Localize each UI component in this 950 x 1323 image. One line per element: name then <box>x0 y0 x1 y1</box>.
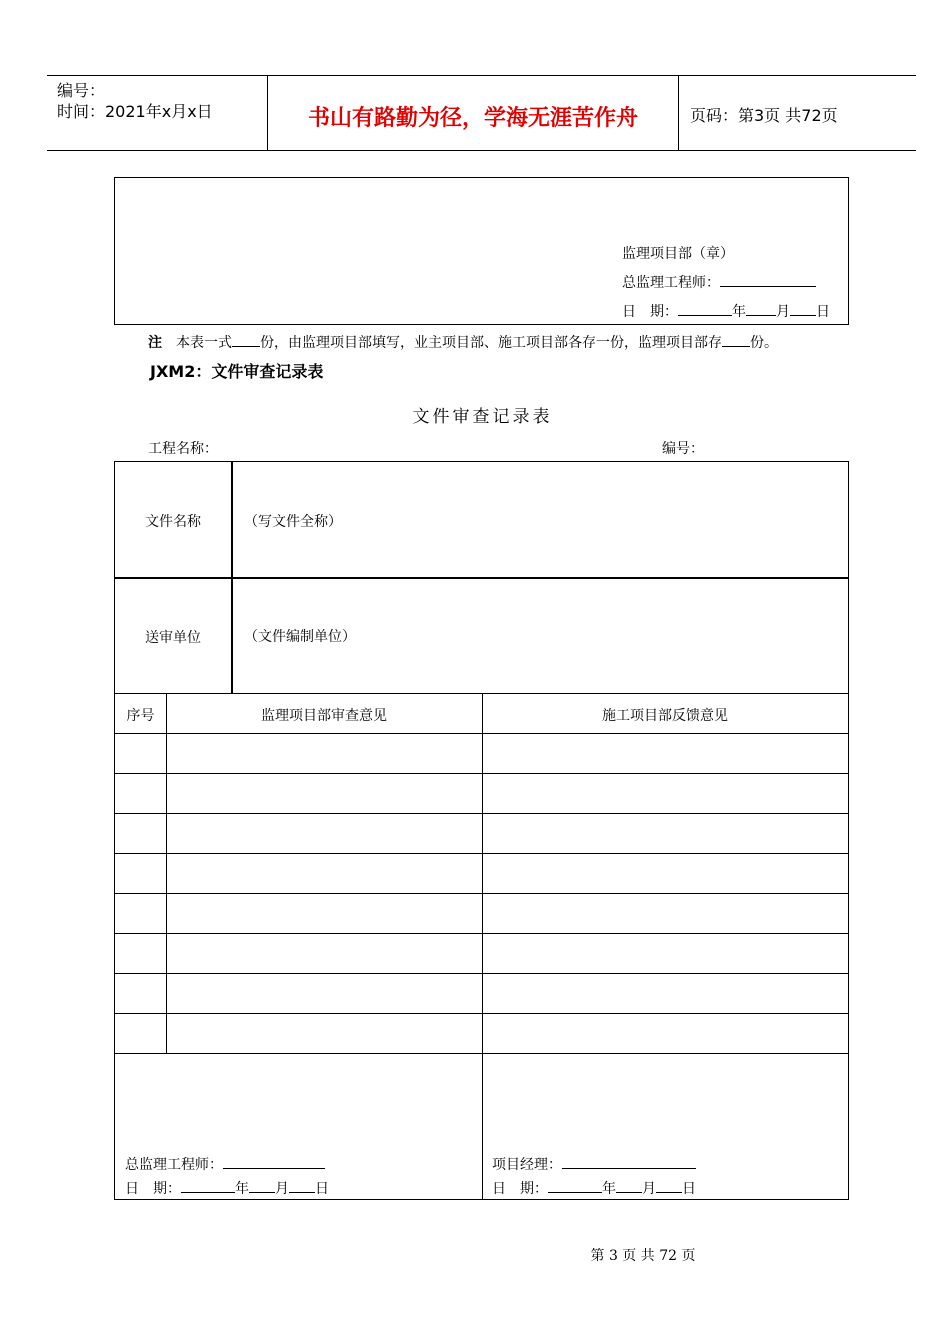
header-bottom-rule <box>47 150 916 151</box>
date-label: 日 期： <box>622 304 678 320</box>
left-sign-line <box>125 1154 325 1174</box>
month-blank[interactable] <box>616 1178 642 1193</box>
header-page-info: 页码：第3页 共72页 <box>690 106 838 125</box>
row-divider-docname <box>115 577 848 579</box>
table-row[interactable] <box>167 734 481 772</box>
left-date-line <box>125 1178 329 1198</box>
table-row[interactable] <box>167 1014 481 1052</box>
note-prefix: 注 <box>148 335 162 351</box>
chief-engineer-sign-label: 总监理工程师： <box>125 1157 223 1173</box>
form-number-label: 编号： <box>662 441 704 457</box>
year-label: 年 <box>602 1181 616 1197</box>
day-label: 日 <box>682 1181 696 1197</box>
right-sign-line <box>492 1154 696 1174</box>
year-label: 年 <box>732 304 746 320</box>
day-blank[interactable] <box>289 1178 315 1193</box>
month-label: 月 <box>776 304 790 320</box>
section-heading: JXM2：文件审查记录表 <box>150 362 324 381</box>
note-line <box>148 332 778 352</box>
row-line <box>115 1053 848 1054</box>
approval-date-line <box>622 301 830 321</box>
table-row[interactable] <box>167 854 481 892</box>
table-row[interactable] <box>167 774 481 812</box>
chief-engineer-line <box>622 272 816 292</box>
page-footer: 第 3 页 共 72 页 <box>590 1248 696 1264</box>
submit-unit-label: 送审单位 <box>145 630 201 646</box>
table-row[interactable] <box>167 934 481 972</box>
copies-kept-blank[interactable] <box>722 332 750 347</box>
header-divider-right <box>678 76 679 150</box>
header-time-label: 时间：2021年x月x日 <box>57 102 213 121</box>
project-manager-sign-blank[interactable] <box>562 1154 696 1169</box>
header-motto: 书山有路勤为径，学海无涯苦作舟 <box>307 106 638 131</box>
doc-name-field[interactable]: （写文件全称） <box>244 514 342 530</box>
note-text-3: 份。 <box>750 335 778 351</box>
copies-blank[interactable] <box>232 332 260 347</box>
col-header-feedback: 施工项目部反馈意见 <box>602 708 728 724</box>
submit-unit-field[interactable]: （文件编制单位） <box>244 629 356 645</box>
month-blank[interactable] <box>746 301 776 316</box>
chief-engineer-sign-blank[interactable] <box>223 1154 325 1169</box>
form-title: 文件审查记录表 <box>412 407 553 427</box>
note-text-1: 本表一式 <box>176 335 232 351</box>
chief-engineer-label: 总监理工程师： <box>622 275 720 291</box>
day-blank[interactable] <box>790 301 816 316</box>
day-label: 日 <box>315 1181 329 1197</box>
table-row[interactable] <box>167 894 481 932</box>
date-label: 日 期： <box>492 1181 548 1197</box>
header-top-rule <box>47 75 916 76</box>
year-blank[interactable] <box>181 1178 235 1193</box>
date-label: 日 期： <box>125 1181 181 1197</box>
doc-name-label: 文件名称 <box>145 514 201 530</box>
project-manager-sign-label: 项目经理： <box>492 1157 562 1173</box>
day-blank[interactable] <box>656 1178 682 1193</box>
chief-engineer-blank[interactable] <box>720 272 816 287</box>
month-blank[interactable] <box>249 1178 275 1193</box>
note-text-2: 份，由监理项目部填写，业主项目部、施工项目部各存一份，监理项目部存 <box>260 335 722 351</box>
right-date-line <box>492 1178 696 1198</box>
year-label: 年 <box>235 1181 249 1197</box>
month-label: 月 <box>275 1181 289 1197</box>
year-blank[interactable] <box>678 301 732 316</box>
year-blank[interactable] <box>548 1178 602 1193</box>
day-label: 日 <box>816 304 830 320</box>
table-row[interactable] <box>167 974 481 1012</box>
col-header-review: 监理项目部审查意见 <box>261 708 387 724</box>
table-row[interactable] <box>167 814 481 852</box>
opinion-column-divider <box>482 693 483 1199</box>
month-label: 月 <box>642 1181 656 1197</box>
col-header-seq: 序号 <box>126 708 155 724</box>
dept-seal-label: 监理项目部（章） <box>622 246 734 262</box>
project-name-label: 工程名称： <box>148 441 218 457</box>
header-number-label: 编号： <box>57 81 106 100</box>
